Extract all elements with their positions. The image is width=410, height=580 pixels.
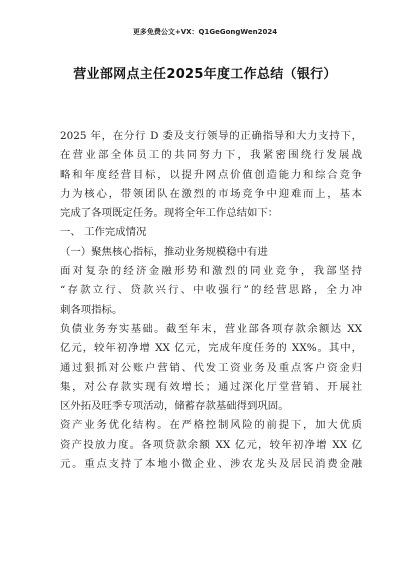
- text-line: 资产业务优化结构。在严格控制风险的前提下，加大优质: [60, 419, 362, 432]
- text-line: 区外拓及旺季专项活动，储蓄存款基础得到巩固。: [60, 400, 289, 413]
- text-line: 集，对公存款实现有效增长；通过深化厅堂营销、开展社: [60, 380, 362, 393]
- text-line: 刺各项指标。: [60, 303, 123, 316]
- section-heading: 一、 工作完成情况: [60, 226, 147, 239]
- subsection-heading: （一）聚焦核心指标，推动业务规模稳中有进: [60, 245, 268, 258]
- text-line: 资产投放力度。各项贷款余额 XX 亿元，较年初净增 XX 亿: [60, 438, 362, 451]
- document-body: [60, 127, 362, 474]
- text-line: 元。重点支持了本地小微企业、涉农龙头及居民消费金融: [60, 458, 362, 471]
- text-line: 面对复杂的经济金融形势和激烈的同业竞争，我部坚持: [60, 265, 362, 278]
- document-title: 营业部网点主任2025年度工作总结（银行）: [73, 67, 337, 82]
- header-note: 更多免费公文+VX：Q1GeGongWen2024: [132, 28, 278, 36]
- text-line: 通过狠抓对公账户营销、代发工资业务及重点客户资金归: [60, 361, 362, 374]
- text-line: 在营业部全体员工的共同努力下，我紧密围绕行发展战: [60, 149, 362, 162]
- text-line: 负债业务夯实基础。截至年末，营业部各项存款余额达 XX: [60, 322, 362, 335]
- text-line: 完成了各项既定任务。现将全年工作总结如下：: [60, 207, 279, 220]
- text-line: 略和年度经营目标，以提升网点价值创造能力和综合竞争: [60, 168, 362, 181]
- text-line: 亿元，较年初净增 XX 亿元，完成年度任务的 XX%。其中，: [60, 342, 362, 355]
- text-line: “存款立行、贷款兴行、中收强行”的经营思路，全力冲: [60, 284, 362, 297]
- text-line: 力为核心，带领团队在激烈的市场竞争中迎难而上，基本: [60, 187, 362, 200]
- text-line: 2025 年，在分行 D 委及支行领导的正确指导和大力支持下，: [60, 130, 362, 142]
